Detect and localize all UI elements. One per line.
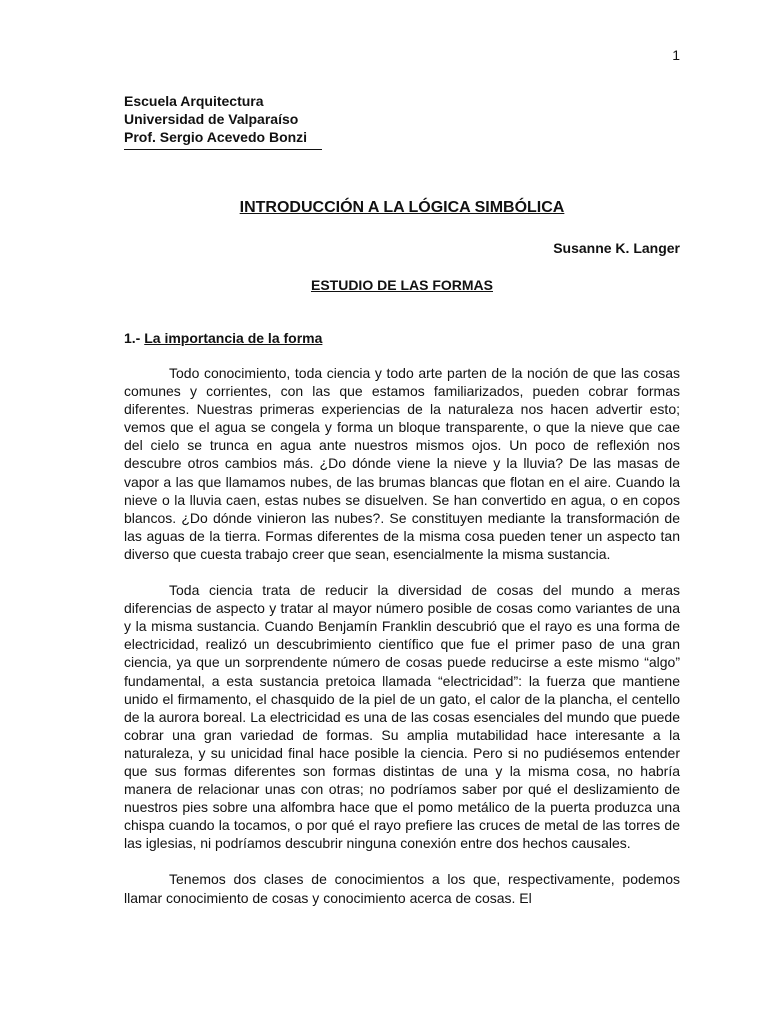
section-title: La importancia de la forma [144,330,323,346]
paragraph: Toda ciencia trata de reducir la diversidad de cosas del mundo a meras diferencias de aspecto y tratar al mayor número posible de cosas como variantes de una y la misma sustancia. Cuando Benjamín Franklin descubrió que el rayo es una forma de electricidad, realizó un descubrimiento científico que fue el primer paso de una gran ciencia, ya que un sorprendente número de cosas puede reducirse a este mismo “algo” fundamental, a esta sustancia pretoica llamada “electricidad”: la fuerza que mantiene unido el firmamento, el chasquido de la piel de un gato, el calor de la plancha, el centello de la aurora boreal. La electricidad es una de las cosas esenciales del mundo que puede cobrar una gran variedad de formas. Su amplia mutabilidad hace interesante a la naturaleza, y su unicidad final hace posible la ciencia. Pero si no pudiésemos entender que sus formas diferentes son formas distintas de una y la misma cosa, no habría manera de relacionar unas con otras; no podríamos saber por qué el deslizamiento de nuestros pies sobre una alfombra hace que el pomo metálico de la puerta produzca una chispa cuando la tocamos, o por qué el rayo prefiere las cruces de metal de las torres de las iglesias, ni podríamos descubrir ninguna conexión entre dos hechos causales. [124,582,680,852]
school-name: Escuela Arquitectura [124,93,264,109]
body-text [124,364,680,925]
chapter-title: ESTUDIO DE LAS FORMAS [310,277,493,293]
professor-name: Prof. Sergio Acevedo Bonzi [124,129,308,145]
paragraph: Tenemos dos clases de conocimientos a los que, respectivamente, podemos llamar conocimiento de cosas y conocimiento acerca de cosas. El [124,871,680,906]
header-divider [124,149,322,150]
page-number: 1 [672,47,680,63]
paragraph: Todo conocimiento, toda ciencia y todo arte parten de la noción de que las cosas comunes y corrientes, con las que estamos familiarizados, pueden cobrar formas diferentes. Nuestras primeras experiencias de la naturaleza nos hacen advertir esto; vemos que el agua se congela y forma un bloque transparente, o que la nieve que cae del cielo se trunca en agua ante nuestros mismos ojos. Un poco de reflexión nos descubre otros cambios más. ¿Do dónde viene la nieve y la lluvia? De las masas de vapor a las que llamamos nubes, de las brumas blancas que flotan en el aire. Cuando la nieve o la lluvia caen, estas nubes se disuelven. Se han convertido en agua, o en copos blancos. ¿Do dónde vinieron las nubes?. Se constituyen mediante la transformación de las aguas de la tierra. Formas diferentes de la misma cosa pueden tener un aspecto tan diverso que cuesta trabajo creer que sean, esencialmente la misma sustancia. [124,365,680,562]
institution-block [124,92,307,146]
document-author: Susanne K. Langer [553,240,680,256]
section-heading [124,330,322,346]
section-number: 1.- [124,330,141,346]
document-title: INTRODUCCIÓN A LA LÓGICA SIMBÓLICA [239,199,565,216]
university-name: Universidad de Valparaíso [124,111,299,127]
